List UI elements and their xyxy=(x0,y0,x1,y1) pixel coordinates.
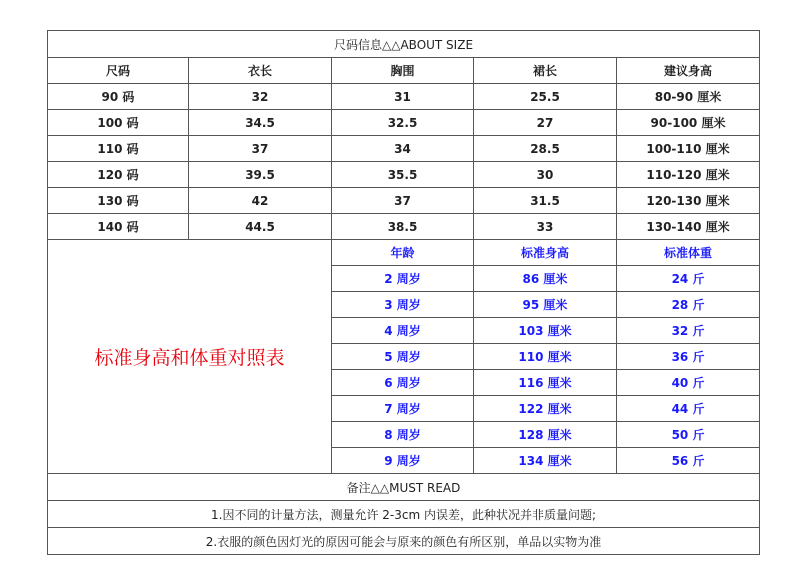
size-cell: 90 码 xyxy=(48,84,189,110)
skirt-length-cell: 31.5 xyxy=(474,188,617,214)
size-cell: 110 码 xyxy=(48,136,189,162)
note-item: 1.因不同的计量方法，测量允许 2-3cm 内误差，此种状况并非质量问题; xyxy=(48,501,760,528)
skirt-length-cell: 30 xyxy=(474,162,617,188)
size-info-title: 尺码信息△△ABOUT SIZE xyxy=(48,31,760,58)
standard-height-cell: 122 厘米 xyxy=(474,396,617,422)
standard-weight-cell: 40 斤 xyxy=(617,370,760,396)
age-cell: 3 周岁 xyxy=(332,292,474,318)
age-cell: 6 周岁 xyxy=(332,370,474,396)
header-standard-height: 标准身高 xyxy=(474,240,617,266)
age-cell: 8 周岁 xyxy=(332,422,474,448)
header-length: 衣长 xyxy=(189,58,332,84)
header-age: 年龄 xyxy=(332,240,474,266)
age-cell: 7 周岁 xyxy=(332,396,474,422)
height-cell: 80-90 厘米 xyxy=(617,84,760,110)
size-cell: 140 码 xyxy=(48,214,189,240)
standard-weight-cell: 28 斤 xyxy=(617,292,760,318)
skirt-length-cell: 25.5 xyxy=(474,84,617,110)
age-cell: 4 周岁 xyxy=(332,318,474,344)
height-cell: 130-140 厘米 xyxy=(617,214,760,240)
chest-cell: 37 xyxy=(332,188,474,214)
height-cell: 110-120 厘米 xyxy=(617,162,760,188)
standard-height-cell: 103 厘米 xyxy=(474,318,617,344)
length-cell: 44.5 xyxy=(189,214,332,240)
notes-title: 备注△△MUST READ xyxy=(48,474,760,501)
length-cell: 39.5 xyxy=(189,162,332,188)
header-standard-weight: 标准体重 xyxy=(617,240,760,266)
height-cell: 90-100 厘米 xyxy=(617,110,760,136)
standard-header-row xyxy=(48,240,760,266)
skirt-length-cell: 28.5 xyxy=(474,136,617,162)
standard-weight-cell: 24 斤 xyxy=(617,266,760,292)
header-suggested-height: 建议身高 xyxy=(617,58,760,84)
standard-weight-cell: 36 斤 xyxy=(617,344,760,370)
size-row xyxy=(48,188,760,214)
standard-weight-cell: 44 斤 xyxy=(617,396,760,422)
standard-height-cell: 95 厘米 xyxy=(474,292,617,318)
size-row xyxy=(48,110,760,136)
note-item: 2.衣服的颜色因灯光的原因可能会与原来的颜色有所区别，单品以实物为准 xyxy=(48,528,760,555)
standard-weight-cell: 50 斤 xyxy=(617,422,760,448)
age-cell: 5 周岁 xyxy=(332,344,474,370)
standard-height-cell: 86 厘米 xyxy=(474,266,617,292)
size-header-row xyxy=(48,58,760,84)
chest-cell: 32.5 xyxy=(332,110,474,136)
header-chest: 胸围 xyxy=(332,58,474,84)
size-chart-table xyxy=(47,30,760,555)
length-cell: 34.5 xyxy=(189,110,332,136)
height-cell: 100-110 厘米 xyxy=(617,136,760,162)
length-cell: 37 xyxy=(189,136,332,162)
length-cell: 42 xyxy=(189,188,332,214)
size-cell: 130 码 xyxy=(48,188,189,214)
header-size: 尺码 xyxy=(48,58,189,84)
header-skirt-length: 裙长 xyxy=(474,58,617,84)
standard-weight-cell: 32 斤 xyxy=(617,318,760,344)
chest-cell: 34 xyxy=(332,136,474,162)
height-cell: 120-130 厘米 xyxy=(617,188,760,214)
standard-height-cell: 128 厘米 xyxy=(474,422,617,448)
notes-title-row xyxy=(48,474,760,501)
size-cell: 100 码 xyxy=(48,110,189,136)
age-cell: 9 周岁 xyxy=(332,448,474,474)
note-row xyxy=(48,501,760,528)
chest-cell: 35.5 xyxy=(332,162,474,188)
size-row xyxy=(48,84,760,110)
size-info-title-row xyxy=(48,31,760,58)
age-cell: 2 周岁 xyxy=(332,266,474,292)
standard-table-label: 标准身高和体重对照表 xyxy=(94,347,285,369)
skirt-length-cell: 33 xyxy=(474,214,617,240)
size-row xyxy=(48,214,760,240)
size-cell: 120 码 xyxy=(48,162,189,188)
standard-height-cell: 134 厘米 xyxy=(474,448,617,474)
chest-cell: 31 xyxy=(332,84,474,110)
length-cell: 32 xyxy=(189,84,332,110)
note-row xyxy=(48,528,760,555)
chest-cell: 38.5 xyxy=(332,214,474,240)
standard-height-cell: 110 厘米 xyxy=(474,344,617,370)
skirt-length-cell: 27 xyxy=(474,110,617,136)
size-row xyxy=(48,162,760,188)
standard-height-cell: 116 厘米 xyxy=(474,370,617,396)
standard-table-label-cell xyxy=(48,240,332,474)
standard-weight-cell: 56 斤 xyxy=(617,448,760,474)
size-row xyxy=(48,136,760,162)
